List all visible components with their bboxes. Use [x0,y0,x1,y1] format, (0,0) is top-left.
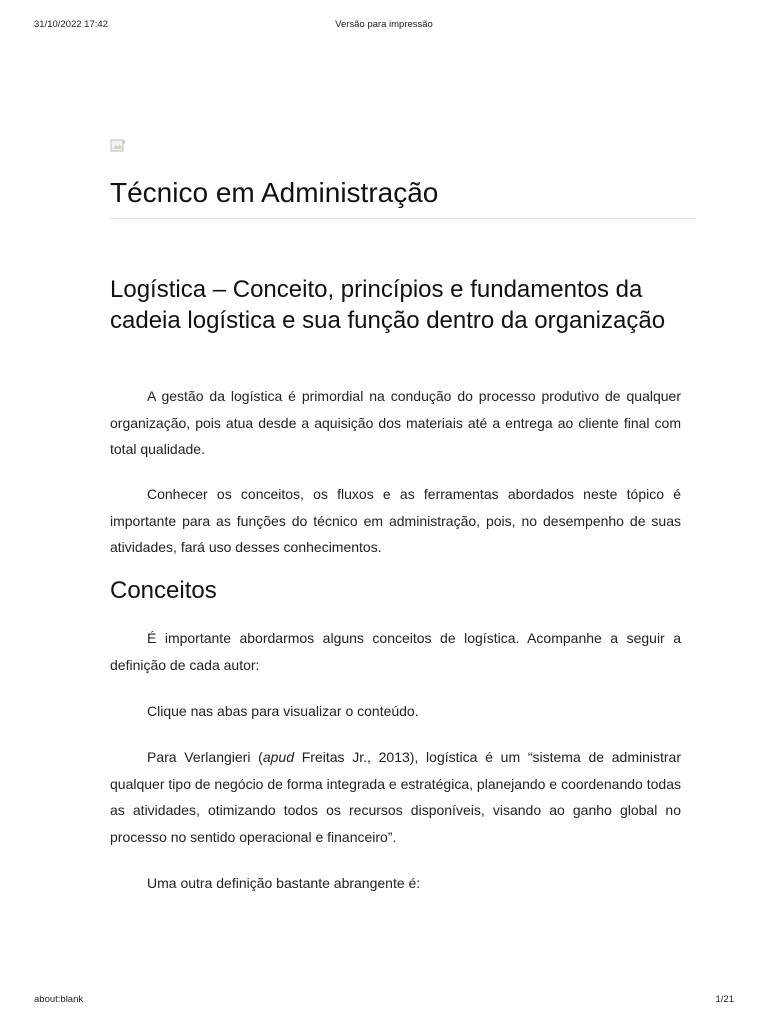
course-title: Técnico em Administração [110,177,439,208]
quote-apud: apud [262,749,294,765]
print-title: Versão para impressão [335,19,433,30]
print-url: about:blank [34,994,84,1005]
section-title-conceitos: Conceitos [110,577,217,604]
topic-title: Logística – Conceito, princípios e fundamentos da cadeia logística e sua função dentro da organização [110,276,666,334]
another-definition-paragraph: Uma outra definição bastante abrangente é: [147,875,421,891]
verlangieri-quote-paragraph [110,744,681,850]
broken-image-icon [110,138,126,154]
intro-paragraph-2: Conhecer os conceitos, os fluxos e as ferramentas abordados neste tópico é importante para as funções do técnico em administração, pois, no desempenho de suas atividades, fará uso desses conhecimentos. [110,486,681,555]
quote-rest: Freitas Jr., 2013), logística é um “sistema de administrar qualquer tipo de negócio de forma integrada e estratégica, planejando e coordenando todas as atividades, otimizando todos os recursos disponíveis, visando ao ganho global no processo no sentido operacional e financeiro”. [110,749,681,845]
print-datetime: 31/10/2022 17:42 [34,19,108,30]
tabs-hint-paragraph: Clique nas abas para visualizar o conteúdo. [147,703,419,719]
title-divider [110,218,696,219]
print-page-number: 1/21 [715,994,734,1005]
print-footer [0,994,768,1008]
concepts-intro-paragraph: É importante abordarmos alguns conceitos de logística. Acompanhe a seguir a definição de cada autor: [110,630,681,673]
print-header [0,19,768,33]
quote-prefix: Para Verlangieri ( [147,749,263,765]
intro-paragraph-1: A gestão da logística é primordial na condução do processo produtivo de qualquer organização, pois atua desde a aquisição dos materiais até a entrega ao cliente final com total qualidade. [110,388,681,457]
